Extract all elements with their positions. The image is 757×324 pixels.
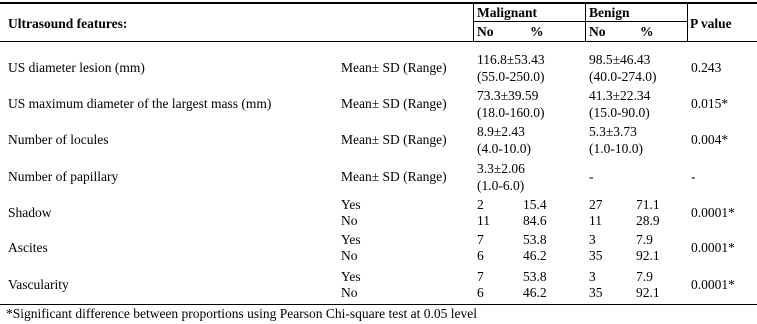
row-p-value: 0.0001* (691, 277, 735, 292)
header-pvalue: P value (690, 16, 732, 31)
row-feature-label: US diameter lesion (mm) (8, 60, 145, 75)
row-feature-label: US maximum diameter of the largest mass (mm) (8, 96, 272, 111)
table-top-rule (0, 2, 757, 4)
row-malignant-no: 6 (477, 285, 484, 300)
row-level-label: Yes (341, 197, 361, 212)
header-benign: Benign (589, 5, 630, 20)
row-level-label: No (341, 248, 358, 263)
header-malignant: Malignant (477, 5, 538, 20)
row-feature-label: Number of papillary (8, 169, 119, 184)
row-benign-no: 27 (589, 197, 603, 212)
row-statistic-label: Mean± SD (Range) (341, 169, 447, 184)
row-statistic-label: Mean± SD (Range) (341, 96, 447, 111)
row-feature-label: Shadow (8, 205, 52, 220)
row-feature-label: Ascites (8, 240, 48, 255)
row-malignant-value-range: (4.0-10.0) (477, 141, 531, 156)
row-benign-value: - (589, 169, 594, 184)
row-p-value: 0.015* (691, 96, 729, 111)
header-features: Ultrasound features: (8, 16, 128, 31)
row-level-label: No (341, 285, 358, 300)
row-malignant-value-range: (55.0-250.0) (477, 69, 545, 84)
row-malignant-value-range: (1.0-6.0) (477, 178, 525, 193)
row-benign-no: 35 (589, 248, 603, 263)
header-bottom-rule (0, 41, 757, 42)
row-malignant-value-mean: 3.3±2.06 (477, 161, 525, 176)
header-malignant-pct: % (530, 24, 544, 39)
row-malignant-no: 6 (477, 248, 484, 263)
header-divider (687, 4, 688, 41)
row-statistic-label: Mean± SD (Range) (341, 132, 447, 147)
row-benign-no: 3 (589, 232, 596, 247)
row-malignant-no: 2 (477, 197, 484, 212)
row-benign-pct: 28.9 (636, 213, 660, 228)
table-footnote: *Significant difference between proportions using Pearson Chi-square test at 0.05 level (6, 306, 478, 321)
row-benign-value-mean: 41.3±22.34 (589, 88, 651, 103)
row-malignant-pct: 46.2 (523, 285, 547, 300)
row-malignant-value-mean: 8.9±2.43 (477, 124, 525, 139)
row-benign-no: 35 (589, 285, 603, 300)
row-malignant-pct: 53.8 (523, 232, 547, 247)
row-benign-value-range: (15.0-90.0) (589, 105, 650, 120)
row-malignant-pct: 53.8 (523, 269, 547, 284)
row-benign-value-mean: 98.5±46.43 (589, 52, 651, 67)
row-malignant-pct: 46.2 (523, 248, 547, 263)
header-malignant-no: No (477, 24, 494, 39)
row-p-value: 0.004* (691, 132, 729, 147)
row-malignant-pct: 84.6 (523, 213, 547, 228)
row-benign-pct: 92.1 (636, 248, 660, 263)
row-benign-pct: 71.1 (636, 197, 660, 212)
row-benign-no: 3 (589, 269, 596, 284)
row-benign-pct: 7.9 (636, 232, 653, 247)
table-bottom-rule (0, 304, 757, 305)
row-benign-value-mean: 5.3±3.73 (589, 124, 637, 139)
row-p-value: 0.0001* (691, 205, 735, 220)
row-malignant-value-mean: 116.8±53.43 (477, 52, 545, 67)
row-malignant-no: 7 (477, 232, 484, 247)
row-benign-value-range: (40.0-274.0) (589, 69, 657, 84)
header-benign-pct: % (640, 24, 654, 39)
row-benign-no: 11 (589, 213, 602, 228)
row-level-label: Yes (341, 269, 361, 284)
row-malignant-pct: 15.4 (523, 197, 547, 212)
row-malignant-no: 11 (477, 213, 490, 228)
row-p-value: - (691, 169, 696, 184)
row-benign-pct: 7.9 (636, 269, 653, 284)
row-malignant-value-range: (18.0-160.0) (477, 105, 545, 120)
header-divider (473, 4, 474, 41)
row-malignant-value-mean: 73.3±39.59 (477, 88, 539, 103)
row-feature-label: Number of locules (8, 132, 109, 147)
header-benign-no: No (589, 24, 606, 39)
row-level-label: Yes (341, 232, 361, 247)
row-statistic-label: Mean± SD (Range) (341, 60, 447, 75)
row-benign-value-range: (1.0-10.0) (589, 141, 643, 156)
header-divider (585, 4, 586, 41)
row-p-value: 0.0001* (691, 240, 735, 255)
row-malignant-no: 7 (477, 269, 484, 284)
row-p-value: 0.243 (691, 60, 722, 75)
group-header-rule (473, 21, 687, 22)
row-benign-pct: 92.1 (636, 285, 660, 300)
row-feature-label: Vascularity (8, 277, 69, 292)
row-level-label: No (341, 213, 358, 228)
